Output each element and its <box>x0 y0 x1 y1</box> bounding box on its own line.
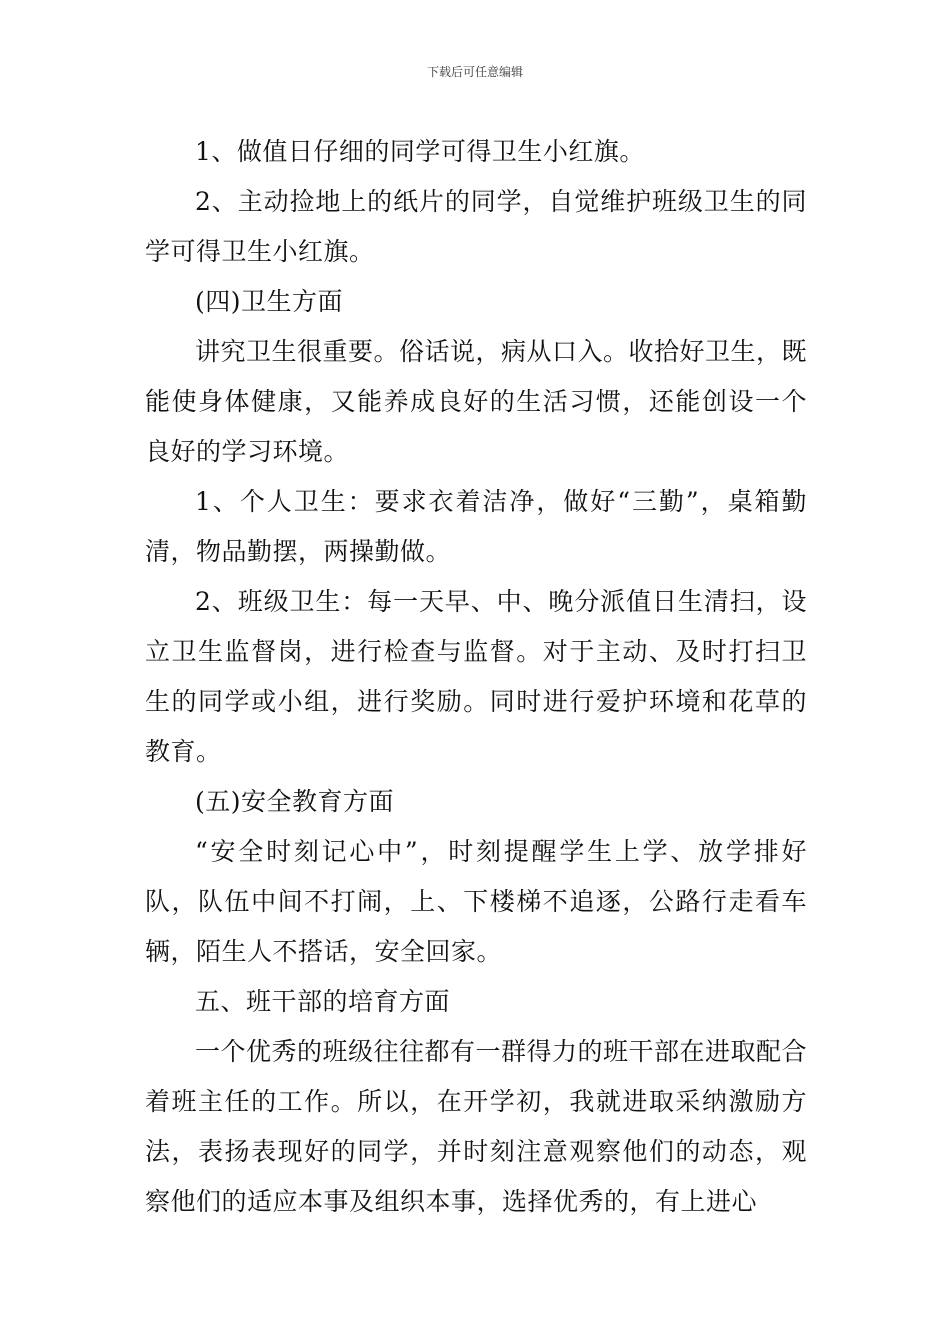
paragraph-item-2-red-flag: 2、主动捡地上的纸片的同学，自觉维护班级卫生的同学可得卫生小红旗。 <box>145 187 807 266</box>
paragraph-item-1-red-flag: 1、做值日仔细的同学可得卫生小红旗。 <box>195 137 645 166</box>
paragraph-hygiene-intro: 讲究卫生很重要。俗话说，病从口入。收拾好卫生，既能使身体健康，又能养成良好的生活习惯，还能创设一个良好的学习环境。 <box>145 337 808 466</box>
page-header: 下载后可任意编辑 <box>426 65 523 79</box>
paragraph-class-cadres: 一个优秀的班级往往都有一群得力的班干部在进取配合着班主任的工作。所以，在开学初，我就进取采纳激励方法，表扬表现好的同学，并时刻注意观察他们的动态，观察他们的适应本事及组织本事，选择优秀的，有上进心 <box>145 1037 808 1216</box>
section-heading-safety: (五)安全教育方面 <box>195 787 395 816</box>
section-heading-class-cadres: 五、班干部的培育方面 <box>195 987 451 1016</box>
paragraph-personal-hygiene: 1、个人卫生：要求衣着洁净，做好“三勤”，桌箱勤清，物品勤摆，两操勤做。 <box>145 487 807 566</box>
section-heading-hygiene: (四)卫生方面 <box>195 287 344 316</box>
paragraph-safety: “安全时刻记心中”，时刻提醒学生上学、放学排好队，队伍中间不打闹，上、下楼梯不追逐，公路行走看车辆，陌生人不搭话，安全回家。 <box>145 837 807 966</box>
paragraph-class-hygiene: 2、班级卫生：每一天早、中、晚分派值日生清扫，设立卫生监督岗，进行检查与监督。对于主动、及时打扫卫生的同学或小组，进行奖励。同时进行爱护环境和花草的教育。 <box>145 587 807 766</box>
document-body <box>145 127 807 1227</box>
